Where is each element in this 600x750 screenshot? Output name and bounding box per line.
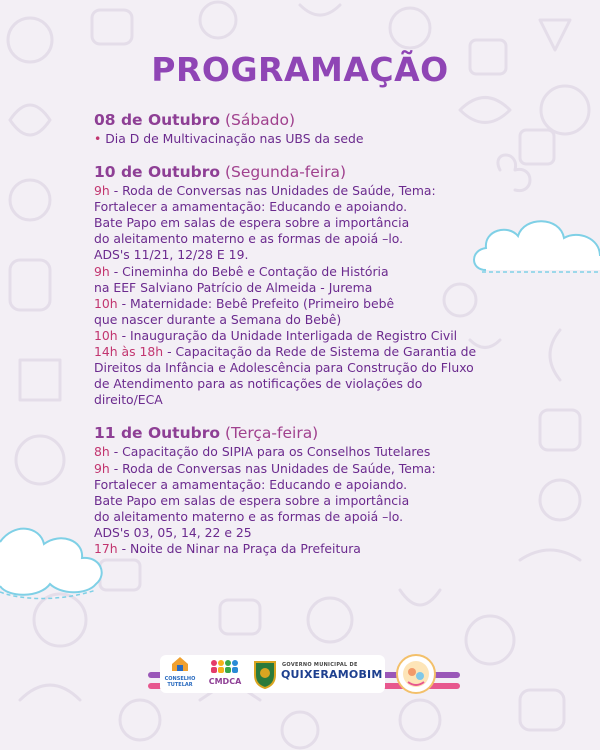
- event-text: Direitos da Infância e Adolescência para Construção do Fluxo: [94, 360, 474, 376]
- schedule-line: [94, 328, 524, 344]
- event-text: - Roda de Conversas nas Unidades de Saúde, Tema:: [109, 183, 436, 199]
- event-text: Bate Papo em salas de espera sobre a importância: [94, 492, 410, 508]
- schedule-line: [94, 344, 524, 360]
- day-heading: [94, 162, 524, 182]
- schedule-line: [94, 525, 524, 541]
- day-heading: [94, 423, 524, 443]
- cmdca-logo: [207, 658, 243, 690]
- page-title: PROGRAMAÇÃO: [151, 50, 449, 89]
- day-weekday: (Segunda-feira): [224, 163, 347, 182]
- day-weekday: (Sábado): [224, 111, 296, 129]
- event-text: ADS's 11/21, 12/28 E 19.: [94, 247, 249, 263]
- event-text: do aleitamento materno e as formas de apoiá –lo.: [94, 231, 404, 247]
- day-block: [94, 423, 524, 557]
- day-block: [94, 110, 524, 147]
- event-text: direito/ECA: [94, 392, 163, 408]
- event-time: 9h: [94, 183, 110, 199]
- day-date: 11 de Outubro: [94, 424, 221, 443]
- schedule-line: [94, 360, 524, 376]
- event-time: 9h: [94, 263, 110, 279]
- schedule-line: [94, 183, 524, 199]
- event-text: - Roda de Conversas nas Unidades de Saúde, Tema:: [109, 460, 436, 476]
- schedule-line: [94, 215, 524, 231]
- semana-do-bebe-emblem: [396, 654, 436, 694]
- day-heading: [94, 110, 524, 130]
- schedule-line: [94, 199, 524, 215]
- event-text: que nascer durante a Semana do Bebê): [94, 311, 342, 327]
- schedule-line: [94, 264, 524, 280]
- conselho-tutelar-label: CONSELHO TUTELAR: [164, 676, 196, 688]
- coat-of-arms-icon: [252, 659, 278, 689]
- schedule-line: [94, 247, 524, 263]
- event-text: Bate Papo em salas de espera sobre a importância: [94, 215, 410, 231]
- quixeramobim-label: QUIXERAMOBIM: [281, 668, 383, 681]
- schedule-line: [94, 444, 524, 460]
- event-time: 8h: [94, 444, 110, 460]
- day-date: 08 de Outubro: [94, 111, 221, 129]
- event-text: Fortalecer a amamentação: Educando e apoiando.: [94, 199, 408, 215]
- event-text: ADS's 03, 05, 14, 22 e 25: [94, 524, 252, 540]
- event-text: de Atendimento para as notificações de violações do: [94, 376, 423, 392]
- day-date: 10 de Outubro: [94, 163, 221, 182]
- schedule-line: [94, 541, 524, 557]
- event-text: - Capacitação da Rede de Sistema de Garantia de: [163, 344, 477, 360]
- conselho-tutelar-logo: [162, 656, 198, 690]
- schedule-line: [94, 312, 524, 328]
- cmdca-label: CMDCA: [208, 677, 242, 686]
- event-time: 17h: [94, 540, 118, 556]
- bullet-icon: •: [94, 131, 102, 146]
- people-icon: [209, 659, 241, 673]
- schedule-line: [94, 296, 524, 312]
- schedule-line: [94, 461, 524, 477]
- event-text: Fortalecer a amamentação: Educando e apoiando.: [94, 476, 408, 492]
- schedule-line: [94, 477, 524, 493]
- schedule-line: [94, 493, 524, 509]
- event-time: 9h: [94, 460, 110, 476]
- event-text: - Noite de Ninar na Praça da Prefeitura: [117, 540, 361, 556]
- event-text: - Inauguração da Unidade Interligada de Registro Civil: [117, 327, 458, 343]
- day-block: [94, 162, 524, 408]
- schedule-line: [94, 509, 524, 525]
- schedule-line: [94, 131, 524, 147]
- event-text: - Capacitação do SIPIA para os Conselhos Tutelares: [109, 444, 431, 460]
- event-text: - Cineminha do Bebê e Contação de História: [109, 263, 389, 279]
- governo-municipal-label: GOVERNO MUNICIPAL DE: [282, 662, 358, 668]
- schedule-line: [94, 392, 524, 408]
- day-weekday: (Terça-feira): [224, 424, 319, 443]
- event-time: 10h: [94, 295, 118, 311]
- event-time: 10h: [94, 327, 118, 343]
- schedule-line: [94, 376, 524, 392]
- event-text: do aleitamento materno e as formas de apoiá –lo.: [94, 508, 404, 524]
- event-text: na EEF Salviano Patrício de Almeida - Jurema: [94, 279, 373, 295]
- event-time: 14h às 18h: [94, 344, 164, 360]
- event-text: Dia D de Multivacinação nas UBS da sede: [105, 131, 364, 146]
- schedule-line: [94, 231, 524, 247]
- house-icon: [170, 656, 190, 672]
- schedule-line: [94, 280, 524, 296]
- event-text: - Maternidade: Bebê Prefeito (Primeiro bebê: [117, 295, 395, 311]
- schedule: [94, 110, 524, 572]
